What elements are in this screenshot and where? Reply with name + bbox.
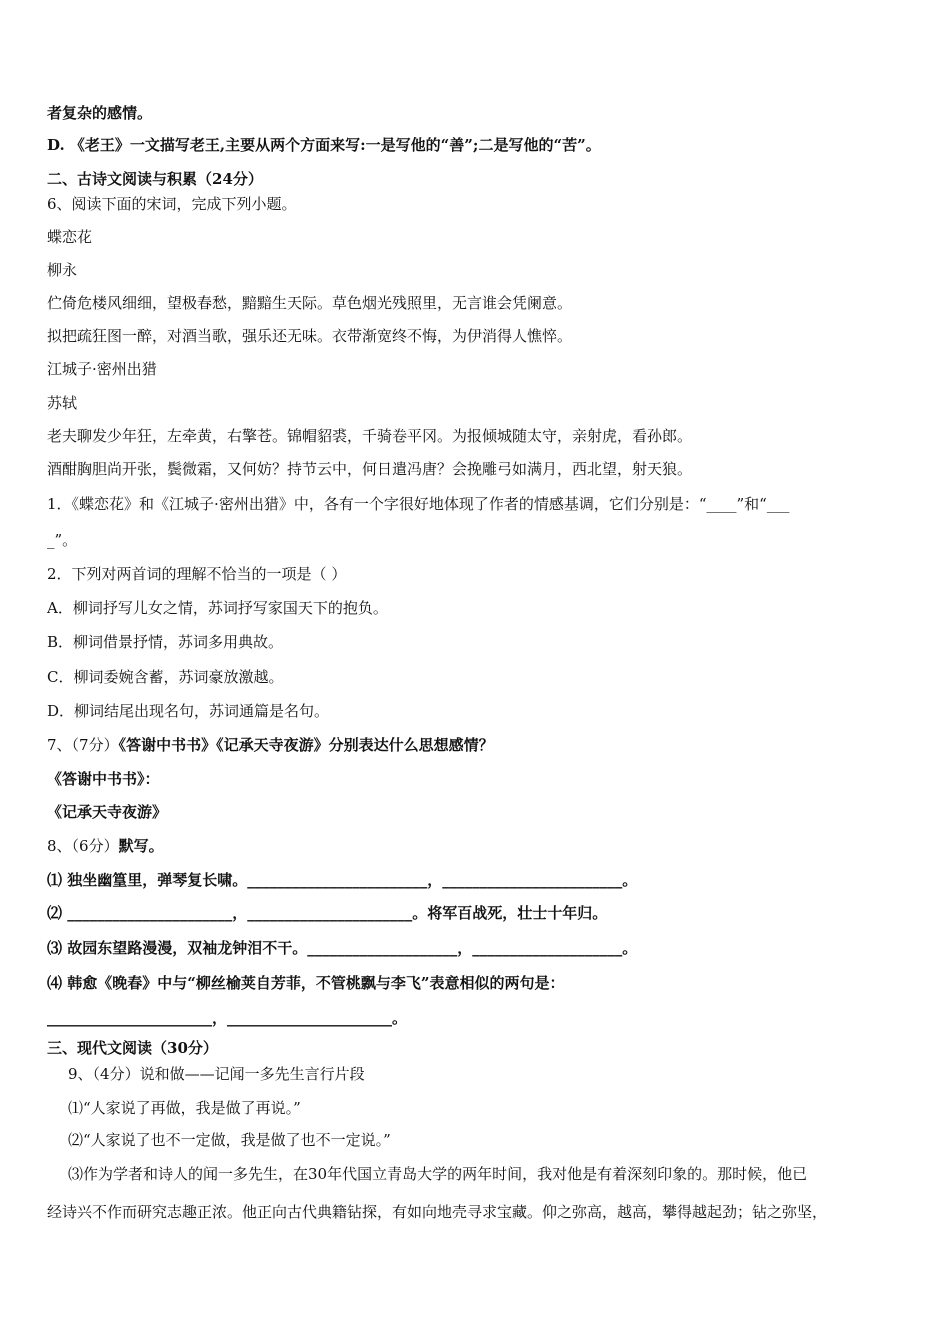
fill-blank-3: ⑶ 故园东望路漫漫，双袖龙钟泪不干。____________________，____________________。 xyxy=(47,939,638,957)
option-a: A．柳词抒写儿女之情，苏词抒写家国天下的抱负。 xyxy=(47,599,388,617)
poem-title: 蝶恋花 xyxy=(47,228,93,246)
poem-line: 老夫聊发少年狂，左牵黄，右擎苍。锦帽貂裘，千骑卷平冈。为报倾城随太守，亲射虎，看孙郎。 xyxy=(47,427,693,445)
question-6: 6、阅读下面的宋词，完成下列小题。 xyxy=(47,195,297,213)
question-number: 7、（7分） xyxy=(47,736,119,754)
answer-label: 《答谢中书书》： xyxy=(47,770,160,788)
text-line: 者复杂的感情。 xyxy=(47,104,153,122)
option-c: C．柳词委婉含蓄，苏词豪放激越。 xyxy=(47,668,284,686)
poem-author: 苏轼 xyxy=(47,394,78,412)
fill-blank-4: ⑷ 韩愈《晚春》中与“柳丝榆荚自芳菲，不管桃飘与李飞”表意相似的两句是： xyxy=(47,974,565,992)
question-7 xyxy=(47,735,494,755)
paragraph: ⑵“人家说了也不一定做，我是做了也不一定说。” xyxy=(68,1131,391,1149)
question-text: 《答谢中书书》《记承天寺夜游》分别表达什么思想感情？ xyxy=(118,736,494,754)
poem-author: 柳永 xyxy=(47,261,78,279)
option-d: D．柳词结尾出现名句，苏词通篇是名句。 xyxy=(47,702,330,720)
option-b: B．柳词借景抒情，苏词多用典故。 xyxy=(47,633,284,651)
question-9: 9、（4分）说和做——记闻一多先生言行片段 xyxy=(68,1065,365,1083)
poem-line: 拟把疏狂图一醉，对酒当歌，强乐还无味。衣带渐宽终不悔，为伊消得人憔悴。 xyxy=(47,327,573,345)
poem-title: 江城子·密州出猎 xyxy=(47,360,157,378)
sub-question-1: 1．《蝶恋花》和《江城子·密州出猎》中，各有一个字很好地体现了作者的情感基调，它们分别是：“____”和“___ xyxy=(47,495,790,513)
fill-blank-2: ⑵ ______________________，______________________。将军百战死，壮士十年归。 xyxy=(47,904,608,922)
sub-question-1-cont: _”。 xyxy=(47,531,78,549)
option-d-laowang: D. 《老王》一文描写老王,主要从两个方面来写:一是写他的“善”;二是写他的“苦”。 xyxy=(47,136,601,154)
paragraph: ⑶作为学者和诗人的闻一多先生，在30年代国立青岛大学的两年时间，我对他是有着深刻印象的。那时候，他已 xyxy=(68,1165,808,1183)
question-text: 默写。 xyxy=(118,837,164,855)
question-8 xyxy=(47,836,164,856)
sub-question-2: 2．下列对两首词的理解不恰当的一项是（ ） xyxy=(47,565,347,583)
answer-label: 《记承天寺夜游》 xyxy=(47,803,168,821)
section-heading-3: 三、现代文阅读（30分） xyxy=(47,1039,218,1057)
section-heading-2: 二、古诗文阅读与积累（24分） xyxy=(47,170,263,188)
paragraph-cont: 经诗兴不作而研究志趣正浓。他正向古代典籍钻探，有如向地壳寻求宝藏。仰之弥高，越高，攀得越起劲；钻之弥坚， xyxy=(47,1203,828,1221)
fill-blank-1: ⑴ 独坐幽篁里，弹琴复长啸。________________________，________________________。 xyxy=(47,871,638,889)
paragraph: ⑴“人家说了再做，我是做了再说。” xyxy=(68,1099,301,1117)
poem-line: 伫倚危楼风细细，望极春愁，黯黯生天际。草色烟光残照里，无言谁会凭阑意。 xyxy=(47,294,573,312)
question-number: 8、（6分） xyxy=(47,837,119,855)
poem-line: 酒酣胸胆尚开张，鬓微霜，又何妨？持节云中，何日遣冯唐？会挽雕弓如满月，西北望，射天狼。 xyxy=(47,460,693,478)
fill-blank-4-answer: ______________________，______________________。 xyxy=(47,1009,408,1027)
